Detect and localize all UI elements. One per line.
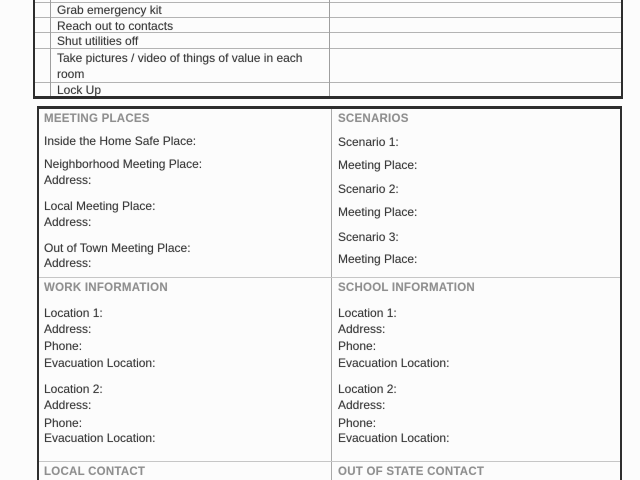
form-label: Location 1:: [338, 306, 397, 320]
form-label: Meeting Place:: [338, 158, 418, 172]
form-label: Evacuation Location:: [338, 356, 450, 370]
emergency-plan-table: [37, 106, 622, 480]
form-label: Local Meeting Place:: [44, 199, 156, 213]
form-label: Address:: [338, 322, 386, 336]
form-label: Phone:: [44, 339, 83, 353]
grid-line: [35, 17, 621, 18]
grid-line: [35, 82, 621, 83]
form-label: Address:: [44, 398, 92, 412]
form-label: Meeting Place:: [338, 205, 418, 219]
checklist-item: Grab emergency kit: [57, 3, 162, 17]
section-title-scenarios: SCENARIOS: [338, 113, 409, 125]
form-label: Address:: [338, 398, 386, 412]
form-label: Phone:: [44, 416, 83, 430]
form-label: Location 2:: [338, 382, 397, 396]
checklist-item: Shut utilities off: [57, 34, 139, 48]
section-title-out-of-state-contact: OUT OF STATE CONTACT: [338, 466, 485, 478]
form-label: Address:: [44, 173, 92, 187]
form-label: Evacuation Location:: [338, 431, 450, 445]
form-label: Phone:: [338, 339, 377, 353]
section-title-work-information: WORK INFORMATION: [44, 282, 168, 294]
form-label: Location 2:: [44, 382, 103, 396]
section-divider: [39, 277, 620, 278]
form-label: Address:: [44, 215, 92, 229]
section-title-meeting-places: MEETING PLACES: [44, 113, 150, 125]
checklist-item: Lock Up: [57, 83, 102, 97]
form-label: Scenario 2:: [338, 182, 399, 196]
form-label: Location 1:: [44, 306, 103, 320]
form-label: Inside the Home Safe Place:: [44, 134, 197, 148]
form-label: Meeting Place:: [338, 252, 418, 266]
section-divider: [39, 461, 620, 462]
form-label: Phone:: [338, 416, 377, 430]
form-label: Scenario 1:: [338, 135, 399, 149]
column-divider: [331, 109, 332, 480]
form-label: Address:: [44, 256, 92, 270]
checklist-item: Take pictures / video of things of value in each room: [57, 51, 303, 81]
checklist-item: Reach out to contacts: [57, 19, 174, 33]
form-label: Out of Town Meeting Place:: [44, 241, 191, 255]
section-title-school-information: SCHOOL INFORMATION: [338, 282, 475, 294]
grid-line: [35, 48, 621, 49]
section-title-local-contact: LOCAL CONTACT: [44, 466, 146, 478]
checkbox-column-divider: [50, 0, 51, 96]
form-label: Scenario 3:: [338, 230, 399, 244]
form-label: Neighborhood Meeting Place:: [44, 157, 203, 171]
form-label: Address:: [44, 322, 92, 336]
preparedness-checklist-table: [33, 0, 623, 99]
form-label: Evacuation Location:: [44, 431, 156, 445]
form-label: Evacuation Location:: [44, 356, 156, 370]
